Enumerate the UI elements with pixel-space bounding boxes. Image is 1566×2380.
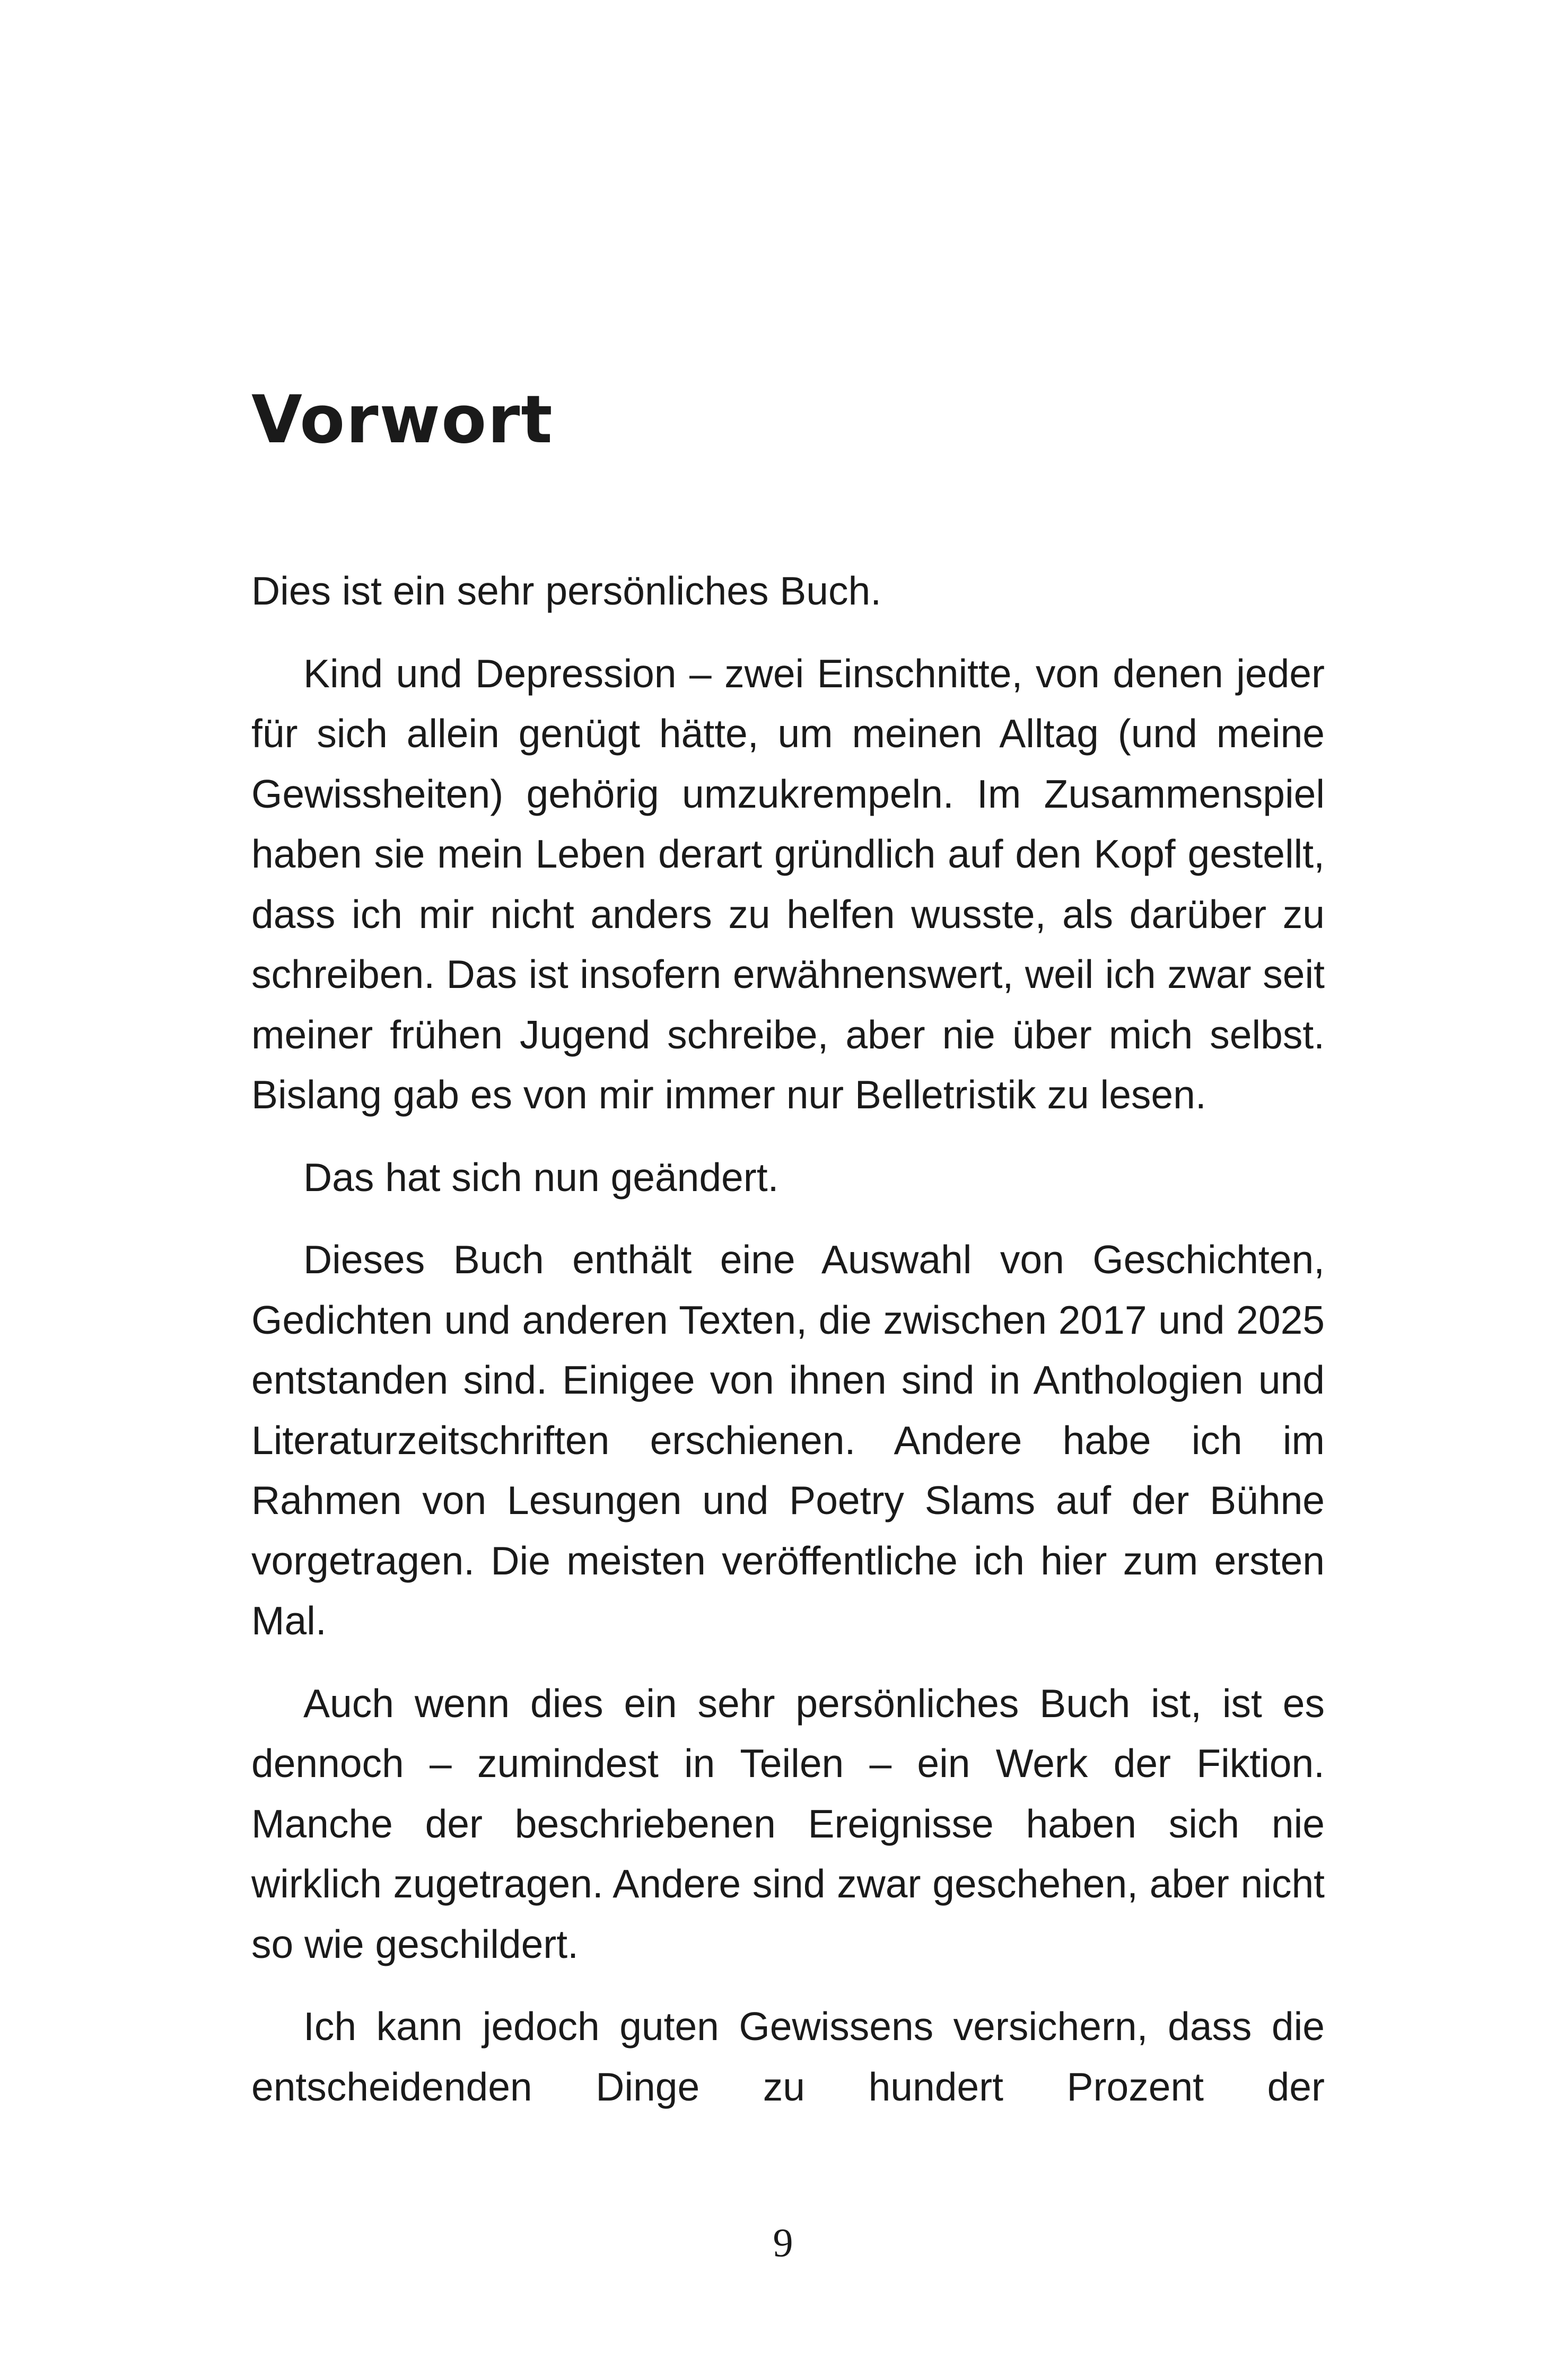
body-text xyxy=(251,561,1325,2117)
paragraph: Dieses Buch enthält eine Auswahl von Geschichten, Gedichten und anderen Texten, die zwischen 2017 und 2025 entstanden sind. Einigee von ihnen sind in Anthologien und Literaturzeitschriften erschienen. Andere habe ich im Rahmen von Lesungen und Poetry Slams auf der Bühne vorgetragen. Die meisten veröffentliche ich hier zum ersten Mal. xyxy=(251,1237,1325,1643)
paragraph: Kind und Depression – zwei Einschnitte, von denen jeder für sich allein genügt hätte, um meinen Alltag (und meine Gewissheiten) gehörig umzukrempeln. Im Zusammenspiel haben sie mein Leben derart gründlich auf den Kopf gestellt, dass ich mir nicht anders zu helfen wusste, als darüber zu schreiben. Das ist insofern erwähnenswert, weil ich zwar seit meiner frühen Jugend schreibe, aber nie über mich selbst. Bislang gab es von mir immer nur Belletristik zu lesen. xyxy=(251,651,1325,1117)
paragraph: Dies ist ein sehr persönliches Buch. xyxy=(251,568,882,613)
paragraph: Das hat sich nun geändert. xyxy=(303,1154,779,1200)
paragraph: Ich kann jedoch guten Gewissens versichern, dass die entscheidenden Dinge zu hundert Prozent der xyxy=(251,2004,1325,2109)
paragraph: Auch wenn dies ein sehr persönliches Buch ist, ist es dennoch – zumindest in Teilen – ein Werk der Fiktion. Manche der beschriebenen Ereignisse haben sich nie wirklich zugetragen. Andere sind zwar geschehen, aber nicht so wie geschildert. xyxy=(251,1681,1325,1966)
page-number: 9 xyxy=(773,2221,793,2265)
chapter-title: Vorwort xyxy=(251,382,554,458)
